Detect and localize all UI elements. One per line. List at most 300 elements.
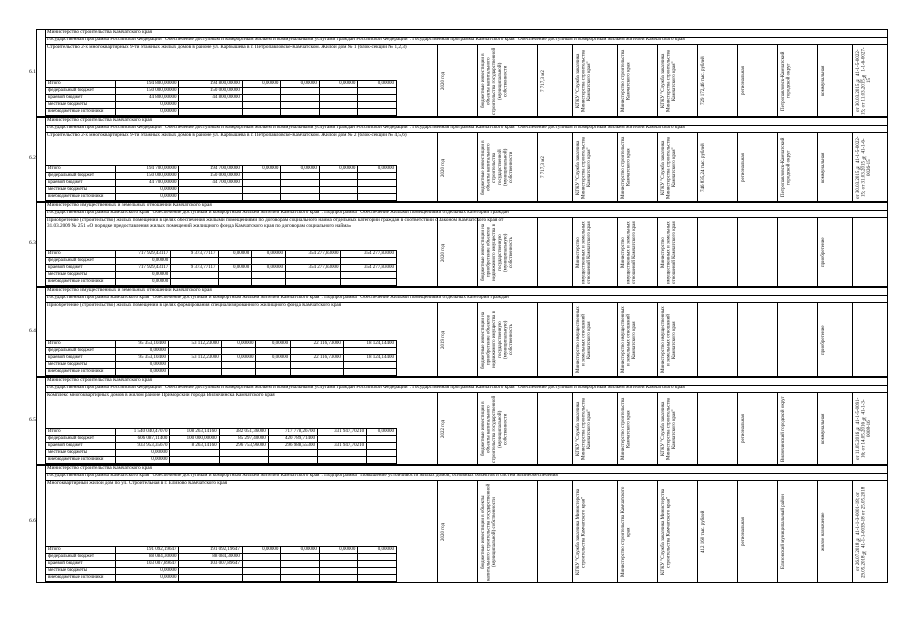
- amount-cell: 0,00000: [252, 265, 286, 272]
- column-divider: [737, 45, 738, 116]
- amount-cell: 0,00000: [319, 547, 358, 554]
- vertical-attribute: коммунальная: [821, 413, 826, 445]
- financing-row: [46, 575, 397, 582]
- vertical-attribute: Министерство имущественных и земельных отношений Камчатского края: [661, 221, 678, 284]
- amount-cell: 194 800,00000: [179, 81, 242, 88]
- amount-cell: 0,00000: [242, 166, 281, 173]
- ministry-line: Министерство строительства Камчатского края: [45, 378, 887, 386]
- financing-row: [46, 279, 397, 286]
- vertical-attribute: Министерство имущественных и земельных отношений Камчатского края: [621, 221, 638, 284]
- vertical-attribute: 2020 год: [441, 71, 446, 91]
- column-divider: [657, 45, 658, 116]
- vertical-attribute: Министерство имущественных и земельных отношений Камчатского края: [576, 306, 593, 374]
- financing-row: [46, 180, 397, 187]
- column-divider: [852, 218, 853, 286]
- vertical-attribute: КГКУ "Служба заказчика Министерства строительства Камчатского края": [661, 136, 678, 199]
- column-divider: [737, 218, 738, 286]
- object-description: Комплекс многоквартирных домов в жилом районе Приморский города Вилючинска Камчатского края: [47, 392, 275, 398]
- amount-cell: 0,00000: [242, 547, 281, 554]
- amount-cell: [268, 450, 317, 457]
- column-divider: [657, 303, 658, 376]
- amount-cell: [179, 194, 242, 201]
- amount-cell: [221, 362, 256, 369]
- amount-cell: [242, 554, 281, 561]
- amount-cell: [169, 369, 222, 376]
- amount-cell: [281, 187, 320, 194]
- vertical-attribute: Министерство имущественных и земельных отношений Камчатского края: [621, 306, 638, 374]
- amount-cell: 0,00000: [116, 187, 179, 194]
- column-divider: [477, 45, 478, 116]
- program-section: [29, 287, 888, 377]
- source-label: внебюджетные источники: [46, 279, 116, 286]
- source-label: внебюджетные источники: [46, 369, 116, 376]
- vertical-attribute: 2019 год: [441, 330, 446, 350]
- amount-cell: 0,00000: [242, 81, 281, 88]
- amount-cell: [358, 88, 397, 95]
- amount-cell: [242, 109, 281, 116]
- amount-cell: [242, 194, 281, 201]
- column-divider: [477, 133, 478, 201]
- amount-cell: [242, 575, 281, 582]
- amount-cell: 95 353,10400: [116, 341, 169, 348]
- amount-cell: 0,00000: [281, 81, 320, 88]
- amount-cell: [218, 258, 252, 265]
- column-divider: [697, 218, 698, 286]
- amount-cell: 100 000,00000: [170, 436, 219, 443]
- financing-table: [45, 546, 397, 582]
- section-number: 6.5: [29, 416, 36, 423]
- section-number: 6.1: [29, 68, 36, 75]
- amount-cell: [358, 109, 397, 116]
- vertical-attribute: коммунальная: [821, 65, 826, 97]
- amount-cell: 354 277,83000: [285, 265, 341, 272]
- amount-cell: 0,00000: [221, 341, 256, 348]
- amount-cell: [285, 258, 341, 265]
- column-divider: [817, 481, 818, 582]
- ministry-line: Министерство имущественных и земельных отношений Камчатского края: [45, 288, 887, 296]
- source-label: внебюджетные источники: [46, 575, 116, 582]
- column-divider: [817, 45, 818, 116]
- amount-cell: [242, 173, 281, 180]
- amount-cell: [281, 109, 320, 116]
- financing-row: [46, 102, 397, 109]
- amount-cell: [242, 102, 281, 109]
- financing-row: [46, 457, 397, 464]
- column-divider: [817, 303, 818, 376]
- source-label: Итого: [46, 429, 116, 436]
- column-divider: [617, 481, 618, 582]
- amount-cell: [171, 279, 218, 286]
- amount-cell: [242, 180, 281, 187]
- amount-cell: 717 929,43117: [116, 251, 171, 258]
- source-label: федеральный бюджет: [46, 436, 116, 443]
- amount-cell: [219, 457, 268, 464]
- amount-cell: 354 277,83000: [341, 251, 397, 258]
- vertical-attribute: КГКУ "Служба заказчика Министерства строительства Камчатского края": [576, 136, 593, 199]
- amount-cell: [358, 561, 397, 568]
- column-divider: [617, 133, 618, 201]
- amount-cell: [341, 272, 397, 279]
- amount-cell: [281, 575, 320, 582]
- amount-cell: [319, 568, 358, 575]
- source-label: внебюджетные источники: [46, 109, 116, 116]
- column-divider: [437, 393, 438, 464]
- amount-cell: 0,00000: [116, 272, 171, 279]
- amount-cell: [179, 575, 242, 582]
- column-divider: [477, 303, 478, 376]
- amount-cell: 0,00000: [281, 166, 320, 173]
- vertical-attribute: 746 835,24 тыс. рублей: [701, 143, 706, 192]
- amount-cell: 150 000,00000: [116, 173, 179, 180]
- amount-cell: [285, 279, 341, 286]
- financing-row: [46, 109, 397, 116]
- financing-table: [45, 80, 397, 116]
- program-line: Государственная программа Российской Федерации "Обеспечение доступным и комфортным жильем и коммунальными услугами граждан Российской Федерации". Государственная программа Камчатского края "Обеспечение доступным и комфортным жильем жителей Камчатского края": [45, 125, 887, 133]
- column-divider: [817, 133, 818, 201]
- amount-cell: 0,00000: [319, 166, 358, 173]
- financing-row: [46, 166, 397, 173]
- object-description: Приобретение (строительство) жилых помещений в целях обеспечения жилыми помещениями по договорам социального найма отдельных категорий граждан в соответствии с Законом Камчатского края от 31.03.2009 № 251 «О порядке предоставления жилых помещений жилищного фонда Камчатского края по договорам социального найма»: [47, 217, 504, 229]
- column-divider: [617, 218, 618, 286]
- financing-row: [46, 429, 397, 436]
- amount-cell: [343, 369, 396, 376]
- column-divider: [437, 45, 438, 116]
- amount-cell: [281, 102, 320, 109]
- ministry-line: Министерство строительства Камчатского края: [45, 466, 887, 474]
- column-divider: [657, 218, 658, 286]
- vertical-attribute: бюджетные инвестиции в объекты капитального строительства государственной (муниципальной) собственности: [481, 140, 514, 195]
- amount-cell: 44 800,00000: [116, 95, 179, 102]
- financing-row: [46, 187, 397, 194]
- column-divider: [777, 218, 778, 286]
- program-section: [29, 377, 888, 465]
- amount-cell: [291, 369, 344, 376]
- financing-table: [45, 428, 397, 464]
- amount-cell: 0,00000: [116, 258, 171, 265]
- financing-row: [46, 81, 397, 88]
- amount-cell: 420 789,71400: [268, 436, 317, 443]
- amount-cell: [343, 362, 396, 369]
- amount-cell: 606 087,11400: [116, 436, 170, 443]
- amount-cell: 0,00000: [358, 166, 397, 173]
- amount-cell: [358, 194, 397, 201]
- amount-cell: 150 000,00000: [116, 88, 179, 95]
- amount-cell: 0,00000: [367, 429, 397, 436]
- amount-cell: [242, 88, 281, 95]
- vertical-attribute: 2020 год: [441, 158, 446, 177]
- vertical-attribute: КГКУ "Служба заказчика Министерства строительства Камчатского края": [576, 488, 587, 576]
- amount-cell: 296 988,55300: [268, 443, 317, 450]
- amount-cell: 53 112,23000: [169, 355, 222, 362]
- financing-row: [46, 194, 397, 201]
- amount-cell: [179, 568, 242, 575]
- vertical-attribute: 412 160 тыс. рублей: [701, 510, 706, 554]
- financing-row: [46, 362, 397, 369]
- program-line: Государственная программа Камчатского края "Обеспечение доступным и комфортным жильем жителей Камчатского края". Подпрограмма "Обеспечение жилыми помещениями отдельных категорий граждан": [45, 295, 887, 303]
- amount-cell: [281, 88, 320, 95]
- amount-cell: [358, 575, 397, 582]
- column-divider: [572, 393, 573, 464]
- vertical-attribute: от 26.07.2018 № 41-1-1-3-0001-18; от 29.05.2018 № 41-1-1-0039-18 от 25.05.2018: [856, 486, 867, 578]
- column-divider: [537, 218, 538, 286]
- amount-cell: [179, 109, 242, 116]
- ministry-line: Министерство строительства Камчатского края: [45, 118, 887, 126]
- amount-cell: 9 373,77117: [171, 251, 218, 258]
- column-divider: [617, 393, 618, 464]
- financing-row: [46, 561, 397, 568]
- amount-cell: 0,00000: [252, 251, 286, 258]
- column-divider: [572, 45, 573, 116]
- program-line: Государственная программа Камчатского края "Обеспечение доступным и комфортным жильем жителей Камчатского края". Подпрограмма "Повышение устойчивости жилых домов, основных объектов и систем жизнеобеспечения": [45, 473, 887, 481]
- amount-cell: 0,00000: [116, 109, 179, 116]
- source-label: краевой бюджет: [46, 265, 116, 272]
- financing-row: [46, 547, 397, 554]
- column-divider: [437, 218, 438, 286]
- column-divider: [437, 481, 438, 582]
- source-label: федеральный бюджет: [46, 258, 116, 265]
- amount-cell: [358, 95, 397, 102]
- amount-cell: [252, 279, 286, 286]
- vertical-attribute: Министерство имущественных и земельных отношений Камчатского края: [661, 306, 678, 374]
- column-divider: [697, 303, 698, 376]
- amount-cell: [358, 568, 397, 575]
- column-divider: [777, 481, 778, 582]
- amount-cell: 85 297,40000: [219, 436, 268, 443]
- program-section: [29, 117, 888, 202]
- amount-cell: 0,00000: [116, 575, 179, 582]
- amount-cell: 191 092,19647: [179, 547, 242, 554]
- column-divider: [477, 481, 478, 582]
- amount-cell: [367, 443, 397, 450]
- section-number: 6.2: [29, 155, 36, 162]
- vertical-attribute: 2020 год: [441, 522, 446, 542]
- financing-row: [46, 369, 397, 376]
- amount-cell: 296 753,96000: [219, 443, 268, 450]
- amount-cell: 331 947,70210: [317, 443, 366, 450]
- amount-cell: [367, 436, 397, 443]
- ministry-line: Министерство строительства Камчатского края: [45, 30, 887, 38]
- vertical-attribute: КГКУ "Служба заказчика Министерства строительства Камчатского края": [661, 488, 672, 576]
- amount-cell: 0,00000: [358, 547, 397, 554]
- financing-row: [46, 341, 397, 348]
- object-description: Строительство 2-х многоквартирных 9-ти этажных жилых домов в районе ул. Карбышева в г. Петропавловске-Камчатском. Жилой дом № 1 (блок-секции № 1,2,3): [47, 44, 407, 50]
- amount-cell: 103 007,89647: [116, 561, 179, 568]
- amount-cell: 354 277,83000: [341, 265, 397, 272]
- source-label: Итого: [46, 166, 116, 173]
- amount-cell: [319, 187, 358, 194]
- column-divider: [737, 481, 738, 582]
- column-divider: [537, 133, 538, 201]
- vertical-attribute: бюджетные инвестиции в объекты капитального строительства государственной (муниципальной) собственности: [481, 395, 509, 463]
- column-divider: [777, 133, 778, 201]
- source-label: федеральный бюджет: [46, 88, 116, 95]
- amount-cell: 717 929,43117: [116, 265, 171, 272]
- section-number: 6.3: [29, 240, 36, 247]
- column-divider: [697, 393, 698, 464]
- column-divider: [537, 303, 538, 376]
- column-divider: [852, 303, 853, 376]
- amount-cell: 1 540 040,47070: [116, 429, 170, 436]
- vertical-attribute: Министерство строительства Камчатского края: [621, 486, 632, 578]
- vertical-attribute: Министерство имущественных и земельных отношений Камчатского края: [576, 221, 593, 284]
- amount-cell: [317, 457, 366, 464]
- amount-cell: [170, 457, 219, 464]
- vertical-attribute: Вилючинский городской округ: [781, 396, 786, 462]
- amount-cell: [256, 362, 291, 369]
- amount-cell: 382 051,36000: [219, 429, 268, 436]
- amount-cell: 0,00000: [116, 457, 170, 464]
- column-divider: [477, 393, 478, 464]
- financing-row: [46, 251, 397, 258]
- amount-cell: [358, 187, 397, 194]
- amount-cell: 9 373,77117: [171, 265, 218, 272]
- amount-cell: [291, 362, 344, 369]
- amount-cell: 0,00000: [256, 341, 291, 348]
- amount-cell: [358, 173, 397, 180]
- financing-table: [45, 340, 397, 376]
- program-line: Государственная программа Камчатского края "Обеспечение доступным и комфортным жильем жителей Камчатского края". Подпрограмма "Обеспечение жилыми помещениями отдельных категорий граждан": [45, 210, 887, 218]
- amount-cell: [242, 95, 281, 102]
- source-label: федеральный бюджет: [46, 348, 116, 355]
- vertical-attribute: региональная: [741, 414, 746, 444]
- source-label: Итого: [46, 251, 116, 258]
- source-label: местные бюджеты: [46, 102, 116, 109]
- amount-cell: 0,00000: [218, 251, 252, 258]
- amount-cell: 0,00000: [319, 81, 358, 88]
- object-description: Многоквартирный жилой дом по ул. Строительная в г. Елизово Камчатского края: [47, 480, 228, 486]
- amount-cell: [285, 272, 341, 279]
- program-section: [29, 202, 888, 287]
- amount-cell: [319, 88, 358, 95]
- vertical-attribute: КГКУ "Служба заказчика Министерства строительства Камчатского края": [576, 50, 593, 113]
- column-divider: [777, 303, 778, 376]
- amount-cell: [242, 561, 281, 568]
- object-description: Строительство 2-х многоквартирных 9-ти этажных жилых домов в районе ул. Карбышева в г. Петропавловске-Камчатском. Жилой дом № 2 (блок-секции № 4,5,6): [47, 132, 407, 138]
- column-divider: [852, 133, 853, 201]
- column-divider: [477, 218, 478, 286]
- amount-cell: 53 112,23000: [169, 341, 222, 348]
- financing-row: [46, 265, 397, 272]
- column-divider: [852, 481, 853, 582]
- financing-row: [46, 258, 397, 265]
- amount-cell: 0,00000: [116, 194, 179, 201]
- financing-row: [46, 355, 397, 362]
- amount-cell: 194 700,00000: [179, 166, 242, 173]
- amount-cell: 95 353,10400: [116, 355, 169, 362]
- amount-cell: [317, 450, 366, 457]
- financing-row: [46, 443, 397, 450]
- amount-cell: [179, 187, 242, 194]
- financing-row: [46, 450, 397, 457]
- vertical-attribute: региональная: [741, 66, 746, 96]
- program-line: Государственная программа Российской Федерации "Обеспечение доступным и комфортным жильем и коммунальными услугами граждан Российской Федерации". Государственная программа Камчатского края "Обеспечение доступным и комфортным жильем жителей Камчатского края": [45, 385, 887, 393]
- amount-cell: [358, 554, 397, 561]
- amount-cell: 194 800,00000: [116, 81, 179, 88]
- amount-cell: 108 263,14160: [170, 429, 219, 436]
- financing-row: [46, 272, 397, 279]
- financing-table: [45, 165, 397, 201]
- vertical-attribute: 7 717,3 м2: [541, 156, 546, 179]
- amount-cell: 150 000,00000: [179, 173, 242, 180]
- amount-cell: 191 092,19647: [116, 547, 179, 554]
- amount-cell: [367, 450, 397, 457]
- vertical-attribute: региональная: [741, 153, 746, 182]
- vertical-attribute: от 30.03.2015 № 41-1-5-0022-15; от 31.03.2015 № 41-1-6-0026-15: [856, 136, 873, 199]
- amount-cell: 331 947,70210: [317, 429, 366, 436]
- program-line: Государственная программа Российской Федерации "Обеспечение доступным и комфортным жильем и коммунальными услугами граждан Российской Федерации". Государственная программа Камчатского края "Обеспечение доступным и комфортным жильем жителей Камчатского края": [45, 37, 887, 45]
- source-label: Итого: [46, 81, 116, 88]
- amount-cell: 44 800,00000: [179, 95, 242, 102]
- column-divider: [737, 393, 738, 464]
- source-label: местные бюджеты: [46, 450, 116, 457]
- amount-cell: 0,00000: [281, 547, 320, 554]
- amount-cell: 0,00000: [116, 568, 179, 575]
- column-divider: [777, 45, 778, 116]
- amount-cell: [319, 554, 358, 561]
- source-label: местные бюджеты: [46, 187, 116, 194]
- amount-cell: [252, 258, 286, 265]
- vertical-attribute: приобретение: [821, 237, 826, 268]
- section-number: 6.4: [29, 327, 36, 334]
- amount-cell: [281, 568, 320, 575]
- amount-cell: [319, 95, 358, 102]
- amount-cell: 88 084,30000: [179, 554, 242, 561]
- amount-cell: [343, 348, 396, 355]
- column-divider: [697, 481, 698, 582]
- column-divider: [537, 481, 538, 582]
- program-section: [29, 465, 888, 583]
- amount-cell: 18 124,14400: [343, 355, 396, 362]
- amount-cell: [268, 457, 317, 464]
- source-label: краевой бюджет: [46, 443, 116, 450]
- amount-cell: 0,00000: [116, 362, 169, 369]
- amount-cell: [319, 194, 358, 201]
- amount-cell: [242, 568, 281, 575]
- amount-cell: [319, 180, 358, 187]
- vertical-attribute: жилое назначение: [821, 512, 826, 552]
- source-label: местные бюджеты: [46, 362, 116, 369]
- source-label: Итого: [46, 341, 116, 348]
- amount-cell: 88 084,30000: [116, 554, 179, 561]
- column-divider: [437, 303, 438, 376]
- vertical-attribute: Министерство строительства Камчатского края: [621, 136, 632, 199]
- financing-row: [46, 173, 397, 180]
- column-divider: [657, 481, 658, 582]
- financing-row: [46, 88, 397, 95]
- amount-cell: 0,00000: [116, 102, 179, 109]
- amount-cell: [281, 173, 320, 180]
- vertical-attribute: бюджетные инвестиции на приобретение объектов недвижимого имущества в государственную (муниципальную) собственность: [481, 311, 514, 369]
- amount-cell: [281, 180, 320, 187]
- amount-cell: 44 700,00000: [116, 180, 179, 187]
- source-label: внебюджетные источники: [46, 457, 116, 464]
- vertical-attribute: коммунальная: [821, 152, 826, 183]
- object-description: Приобретение (строительство) жилых помещений в целях формирования специализированного жилищного фонда Камчатского края: [47, 302, 342, 308]
- source-label: краевой бюджет: [46, 95, 116, 102]
- column-divider: [617, 45, 618, 116]
- vertical-attribute: КГКУ "Служба заказчика Министерства строительства Камчатского края": [661, 50, 678, 113]
- amount-cell: 354 277,83000: [285, 251, 341, 258]
- financing-row: [46, 95, 397, 102]
- vertical-attribute: бюджетные инвестиции в объекты капитального строительства государственной (муниципальной) собственности: [481, 483, 498, 581]
- amount-cell: [281, 95, 320, 102]
- amount-cell: [219, 450, 268, 457]
- amount-cell: 44 700,00000: [179, 180, 242, 187]
- amount-cell: [169, 348, 222, 355]
- financing-row: [46, 554, 397, 561]
- amount-cell: [221, 369, 256, 376]
- amount-cell: 0,00000: [256, 355, 291, 362]
